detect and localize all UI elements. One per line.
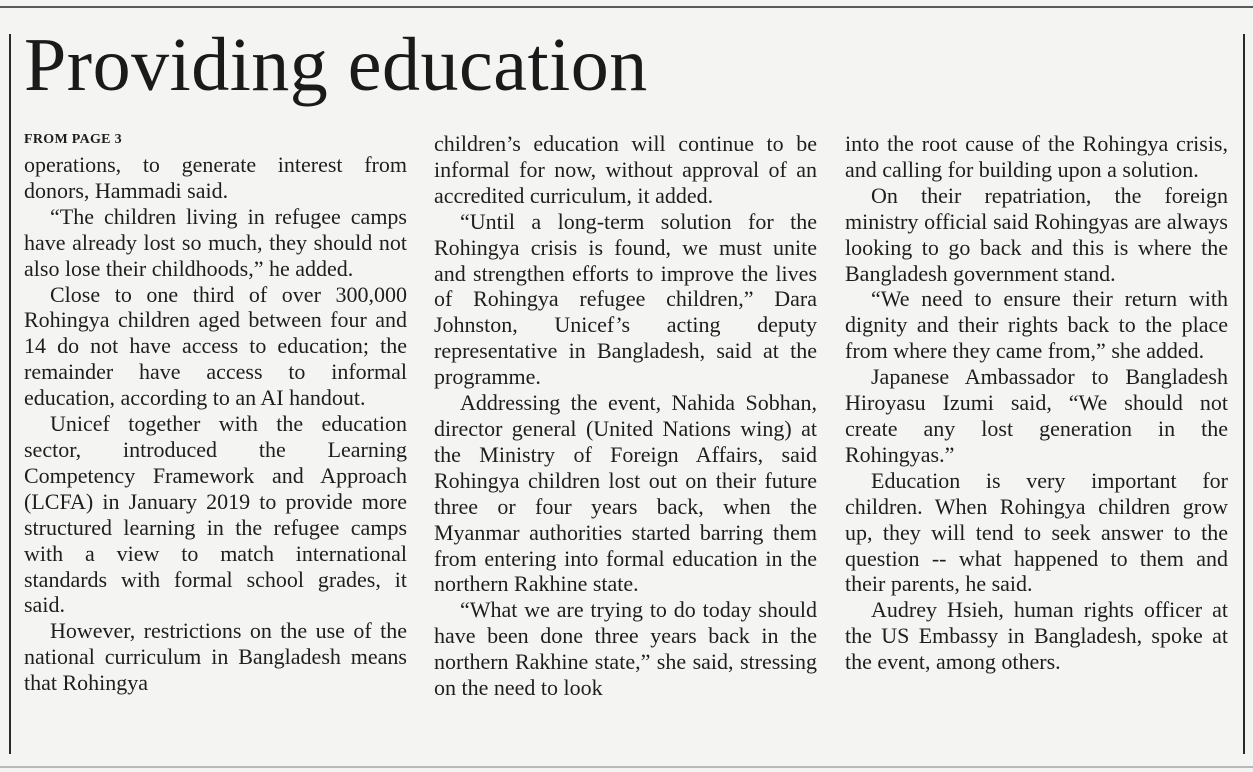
article-column-3 [845, 131, 1228, 675]
paragraph: “Until a long-term solution for the Rohingya crisis is found, we must unite and strengthen efforts to improve the lives of Rohingya refugee children,” Dara Johnston, Unicef’s acting deputy representative in Bangladesh, said at the programme. [434, 208, 817, 390]
paragraph: Audrey Hsieh, human rights officer at the US Embassy in Bangladesh, spoke at the event, among others. [845, 597, 1228, 675]
paragraph: However, restrictions on the use of the national curriculum in Bangladesh means that Rohingya [24, 618, 407, 696]
article-headline: Providing education [24, 23, 648, 107]
article-column-2 [434, 131, 817, 701]
paragraph: “We need to ensure their return with dignity and their rights back to the place from where they came from,” she added. [845, 286, 1228, 364]
top-rule [0, 6, 1253, 8]
paragraph: into the root cause of the Rohingya crisis, and calling for building upon a solution. [845, 131, 1228, 182]
paragraph: Addressing the event, Nahida Sobhan, director general (United Nations wing) at the Ministry of Foreign Affairs, said Rohingya children lost out on their future three or four years back, when the Myanmar authorities started barring them from entering into formal education in the northern Rakhine state. [434, 390, 817, 597]
paragraph: Close to one third of over 300,000 Rohingya children aged between four and 14 do not have access to education; the remainder have access to informal education, according to an AI handout. [24, 281, 407, 411]
paragraph: Japanese Ambassador to Bangladesh Hiroyasu Izumi said, “We should not create any lost generation in the Rohingyas.” [845, 364, 1228, 467]
paragraph: Unicef together with the education sector, introduced the Learning Competency Framework and Approach (LCFA) in January 2019 to provide more structured learning in the refugee camps with a view to match international standards with formal school grades, it said. [24, 411, 407, 618]
continuation-kicker: FROM PAGE 3 [24, 132, 122, 147]
left-column-rule [9, 34, 11, 754]
article-column-1 [24, 131, 407, 696]
right-column-rule [1243, 34, 1245, 754]
bottom-rule [0, 766, 1253, 768]
paragraph: children’s education will continue to be informal for now, without approval of an accredited curriculum, it added. [434, 131, 817, 208]
paragraph: On their repatriation, the foreign ministry official said Rohingyas are always looking to go back and this is where the Bangladesh government stand. [845, 182, 1228, 286]
paragraph: “The children living in refugee camps have already lost so much, they should not also lose their childhoods,” he added. [24, 203, 407, 281]
paragraph: “What we are trying to do today should have been done three years back in the northern Rakhine state,” she said, stressing on the need to look [434, 597, 817, 701]
paragraph: Education is very important for children. When Rohingya children grow up, they will tend to seek answer to the question -- what happened to them and their parents, he said. [845, 467, 1228, 597]
paragraph: operations, to generate interest from donors, Hammadi said. [24, 152, 407, 203]
